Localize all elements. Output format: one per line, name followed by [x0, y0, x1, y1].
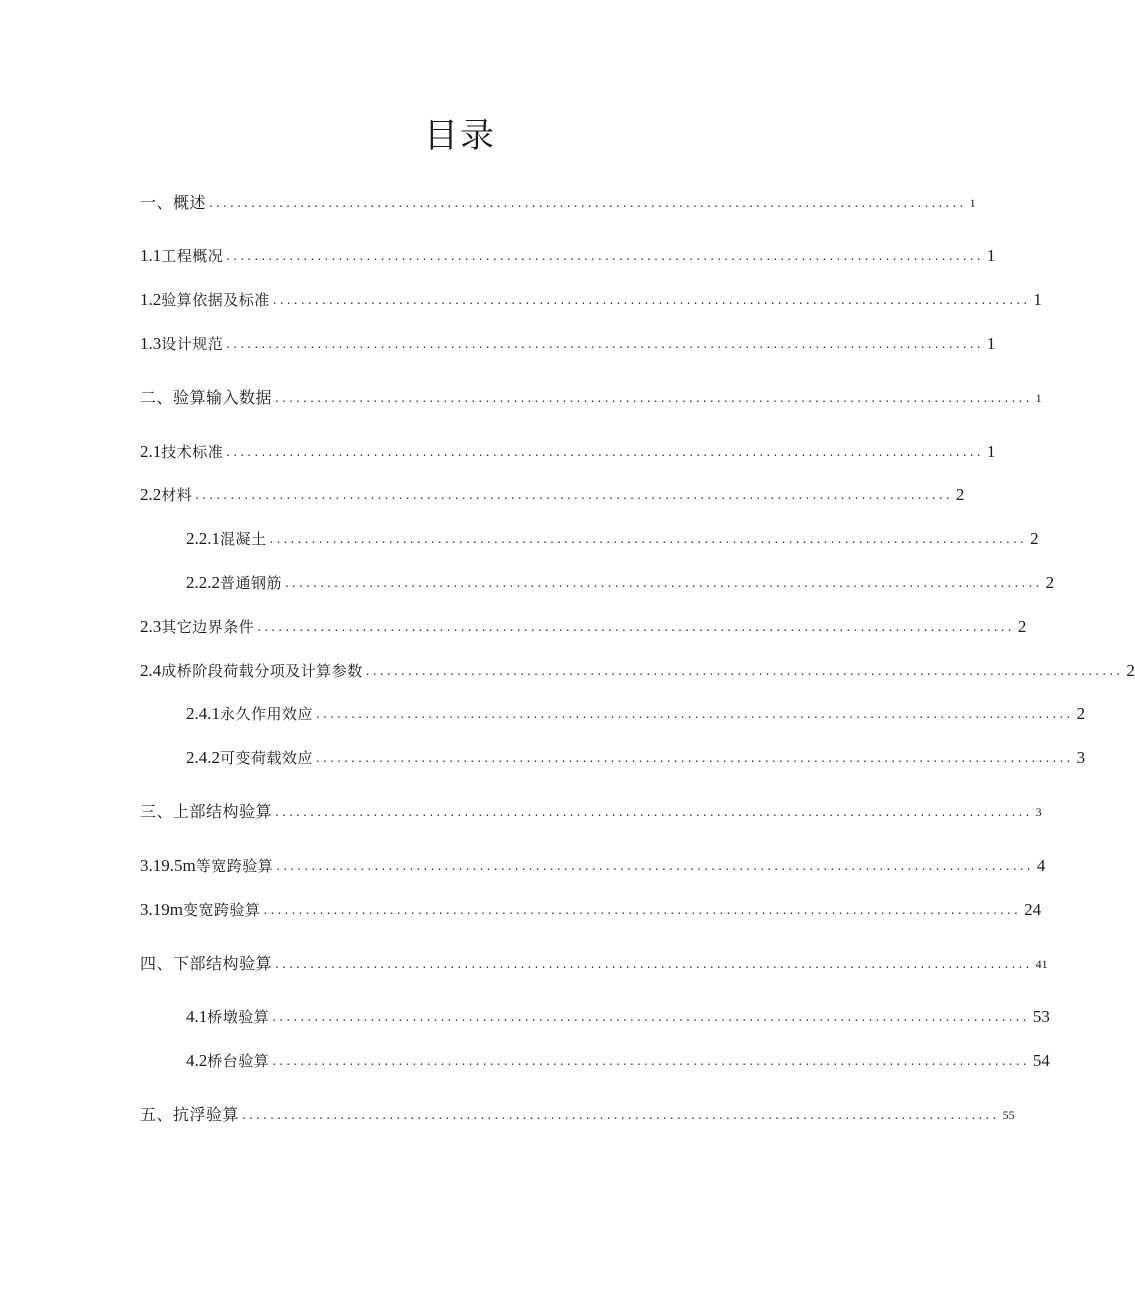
toc-entry-number: 2.4.1 — [186, 704, 220, 723]
toc-entry-number: 3.19m — [140, 900, 183, 919]
toc-entry-label: 变宽跨验算 — [182, 901, 261, 919]
toc-entry[interactable] — [186, 570, 1055, 594]
toc-entry[interactable] — [186, 745, 1086, 769]
toc-entry[interactable] — [186, 526, 1039, 550]
toc-entry-page: 3 — [1076, 748, 1086, 767]
toc-entry[interactable] — [140, 287, 1042, 311]
toc-entry-label: 一、概述 — [140, 193, 207, 212]
dot-leader: ............................................................................................................ — [242, 1108, 1000, 1122]
toc-entry-page: 54 — [1032, 1051, 1050, 1070]
toc-entry-label: 永久作用效应 — [220, 705, 314, 723]
toc-entry-page: 1 — [1033, 290, 1042, 309]
dot-leader: ............................................................................................................ — [275, 391, 1033, 405]
toc-entry-page: 2 — [1017, 617, 1027, 636]
toc-entry-number: 1.1 — [140, 246, 162, 265]
dot-leader: ............................................................................................................ — [272, 1010, 1030, 1024]
dot-leader: ............................................................................................................ — [275, 805, 1033, 819]
toc-entry[interactable] — [186, 1048, 1050, 1072]
toc-entry-page: 24 — [1024, 900, 1042, 919]
toc-entry-number: 2.4 — [140, 661, 162, 680]
toc-entry-label: 混凝土 — [220, 530, 267, 548]
toc-entry-page: 55 — [1002, 1108, 1015, 1122]
page-title: 目录 — [424, 116, 496, 156]
toc-entry-number: 2.4.2 — [186, 748, 220, 767]
dot-leader: ............................................................................................................ — [269, 532, 1028, 546]
toc-entry-label: 其它边界条件 — [161, 618, 255, 636]
toc-entry-number: 1.3 — [140, 334, 162, 353]
toc-entry-page: 53 — [1032, 1007, 1050, 1026]
toc-entry[interactable] — [140, 658, 1135, 682]
toc-entry[interactable] — [140, 853, 1046, 877]
toc-entry-label: 桥墩验算 — [207, 1008, 270, 1026]
dot-leader: ............................................................................................................ — [276, 859, 1034, 873]
toc-entry-page: 1 — [986, 246, 996, 265]
dot-leader: ............................................................................................................ — [209, 196, 967, 210]
toc-entry-number: 4.2 — [186, 1051, 208, 1070]
toc-entry-page: 2 — [955, 485, 965, 504]
dot-leader: ............................................................................................................ — [272, 1054, 1030, 1068]
dot-leader: ............................................................................................................ — [365, 664, 1124, 678]
toc-entry[interactable] — [140, 190, 976, 214]
toc-entry[interactable] — [140, 482, 965, 506]
toc-entry[interactable] — [140, 799, 1042, 823]
toc-entry-page: 3 — [1035, 805, 1042, 819]
toc-entry[interactable] — [140, 439, 996, 463]
toc-entry-page: 4 — [1036, 856, 1046, 875]
toc-entry-page: 1 — [986, 442, 996, 461]
toc-entry-label: 验算依据及标准 — [161, 291, 270, 309]
dot-leader: ............................................................................................................ — [263, 903, 1022, 917]
toc-entry[interactable] — [140, 385, 1042, 409]
dot-leader: ............................................................................................................ — [195, 488, 953, 502]
toc-entry[interactable] — [140, 1102, 1015, 1126]
toc-entry-number: 2.3 — [140, 617, 162, 636]
dot-leader: ............................................................................................................ — [257, 620, 1015, 634]
toc-entry-page: 1 — [1035, 391, 1042, 405]
toc-entry[interactable] — [186, 1004, 1050, 1028]
toc-entry-page: 2 — [1126, 661, 1135, 680]
dot-leader: ............................................................................................................ — [226, 337, 984, 351]
dot-leader: ............................................................................................................ — [226, 445, 984, 459]
dot-leader: ............................................................................................................ — [316, 707, 1074, 721]
toc-entry-label: 普通钢筋 — [220, 574, 283, 592]
toc-entry-number: 2.1 — [140, 442, 162, 461]
toc-entry-page: 2 — [1045, 573, 1055, 592]
toc-entry-label: 等宽跨验算 — [195, 857, 274, 875]
toc-entry-number: 3.19.5m — [140, 856, 196, 875]
toc-entry-label: 工程概况 — [161, 247, 224, 265]
toc-entry-label: 四、下部结构验算 — [140, 954, 273, 973]
dot-leader: ............................................................................................................ — [226, 249, 984, 263]
toc-entry-label: 可变荷载效应 — [220, 749, 314, 767]
toc-entry-label: 材料 — [161, 486, 193, 504]
dot-leader: ............................................................................................................ — [316, 751, 1074, 765]
toc-entry-label: 三、上部结构验算 — [140, 802, 273, 821]
dot-leader: ............................................................................................................ — [285, 576, 1043, 590]
toc-entry[interactable] — [140, 331, 996, 355]
toc-entry-page: 1 — [969, 196, 976, 210]
toc-entry-number: 2.2.1 — [186, 529, 220, 548]
toc-entry-label: 五、抗浮验算 — [140, 1105, 240, 1124]
toc-entry-page: 2 — [1076, 704, 1086, 723]
toc-entry-number: 4.1 — [186, 1007, 208, 1026]
toc-entry-page: 1 — [986, 334, 996, 353]
toc-entry-page: 2 — [1030, 529, 1039, 548]
toc-entry-number: 2.2 — [140, 485, 162, 504]
dot-leader: ............................................................................................................ — [275, 957, 1033, 971]
toc-entry[interactable] — [186, 701, 1086, 725]
toc-entry[interactable] — [140, 614, 1027, 638]
toc-entry-page: 41 — [1035, 957, 1048, 971]
toc-entry-label: 技术标准 — [161, 443, 224, 461]
toc-entry[interactable] — [140, 243, 996, 267]
toc-entry-label: 设计规范 — [161, 335, 224, 353]
toc-entry-number: 2.2.2 — [186, 573, 220, 592]
toc-entry-label: 成桥阶段荷载分项及计算参数 — [161, 662, 363, 680]
toc-entry-label: 二、验算输入数据 — [140, 388, 273, 407]
toc-entry-label: 桥台验算 — [207, 1052, 270, 1070]
toc-entry[interactable] — [140, 951, 1048, 975]
toc-entry-number: 1.2 — [140, 290, 162, 309]
toc-entry[interactable] — [140, 897, 1042, 921]
dot-leader: ............................................................................................................ — [272, 293, 1031, 307]
